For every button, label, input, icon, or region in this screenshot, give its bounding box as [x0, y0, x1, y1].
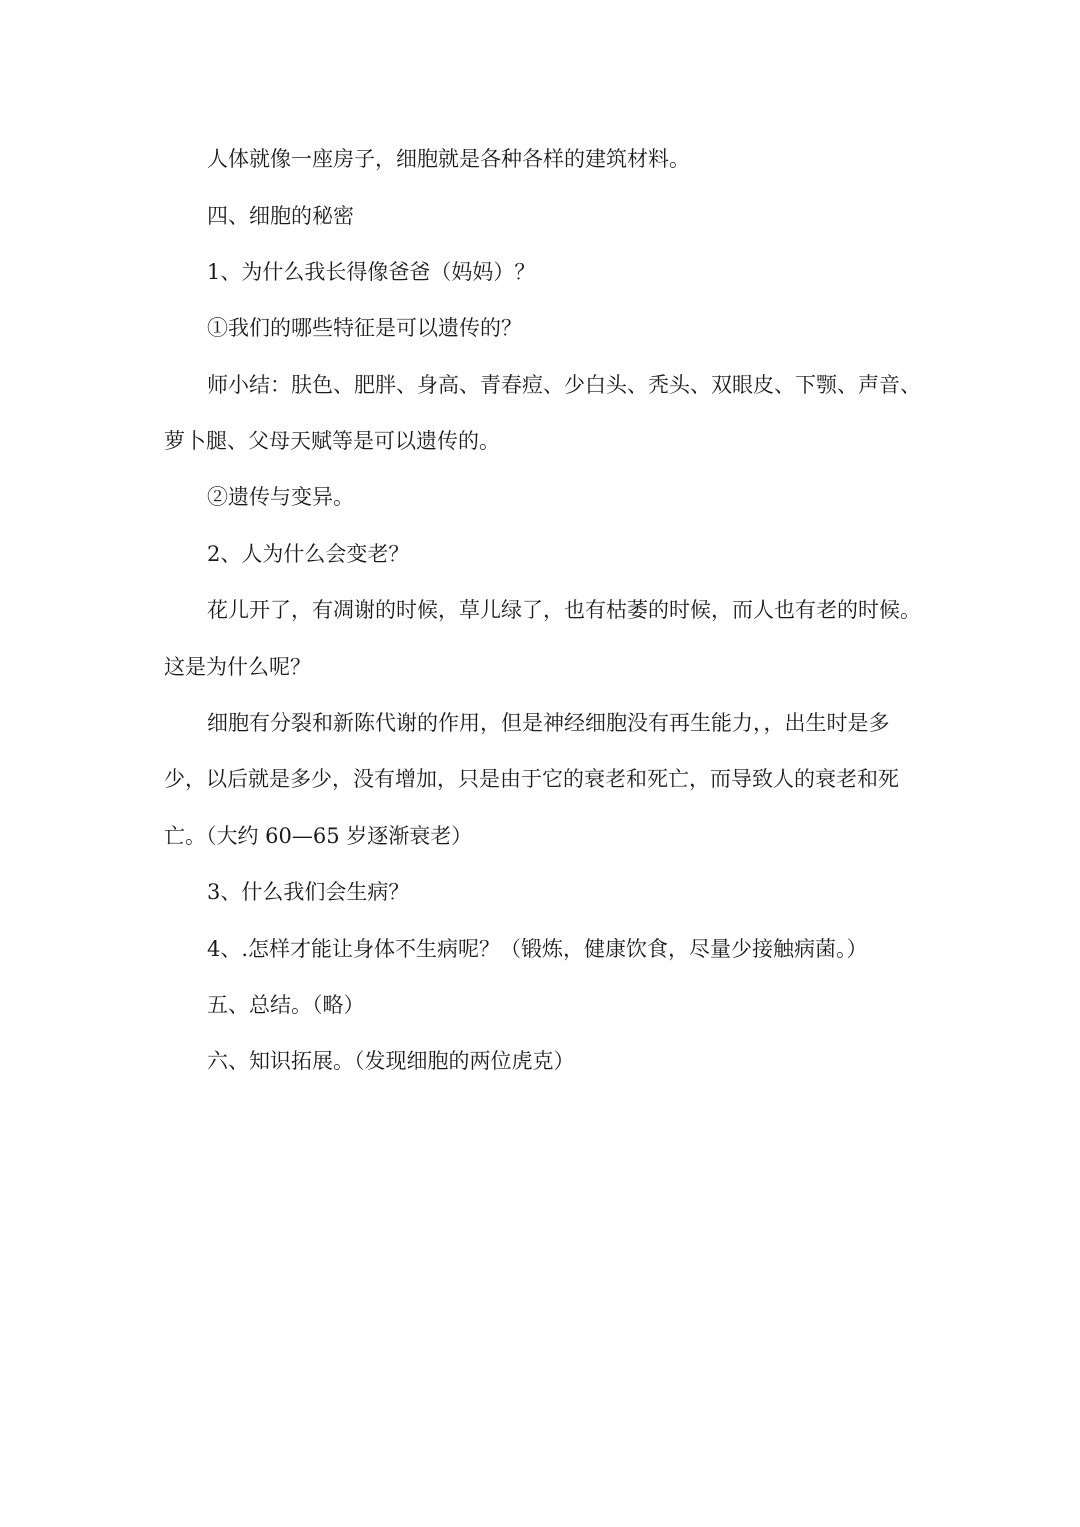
subheading: 3、什么我们会生病？ [207, 880, 410, 904]
paragraph-line: 少，以后就是多少，没有增加，只是由于它的衰老和死亡，而导致人的衰老和死 [164, 767, 899, 791]
paragraph-line: 亡。（大约 60—65 岁逐渐衰老） [164, 824, 473, 848]
paragraph-line: 这是为什么呢？ [164, 655, 311, 679]
paragraph-line: 萝卜腿、父母天赋等是可以遗传的。 [164, 429, 500, 453]
paragraph-line: ①我们的哪些特征是可以遗传的？ [207, 316, 522, 340]
section-heading: 六、知识拓展。（发现细胞的两位虎克） [207, 1049, 575, 1073]
paragraph-line: 花儿开了，有凋谢的时候，草儿绿了，也有枯萎的时候，而人也有老的时候。 [207, 598, 921, 622]
paragraph-line: 细胞有分裂和新陈代谢的作用，但是神经细胞没有再生能力，，出生时是多 [207, 711, 890, 735]
paragraph-line: 人体就像一座房子，细胞就是各种各样的建筑材料。 [207, 147, 690, 171]
section-heading: 五、总结。（略） [207, 993, 365, 1017]
paragraph-line: ②遗传与变异。 [207, 485, 354, 509]
subheading: 4、.怎样才能让身体不生病呢？（锻炼，健康饮食，尽量少接触病菌。） [207, 937, 868, 961]
subheading: 1、为什么我长得像爸爸（妈妈）？ [207, 260, 536, 284]
section-heading: 四、细胞的秘密 [207, 204, 354, 228]
paragraph-line: 师小结：肤色、肥胖、身高、青春痘、少白头、秃头、双眼皮、下颚、声音、 [207, 373, 921, 397]
subheading: 2、人为什么会变老？ [207, 542, 410, 566]
